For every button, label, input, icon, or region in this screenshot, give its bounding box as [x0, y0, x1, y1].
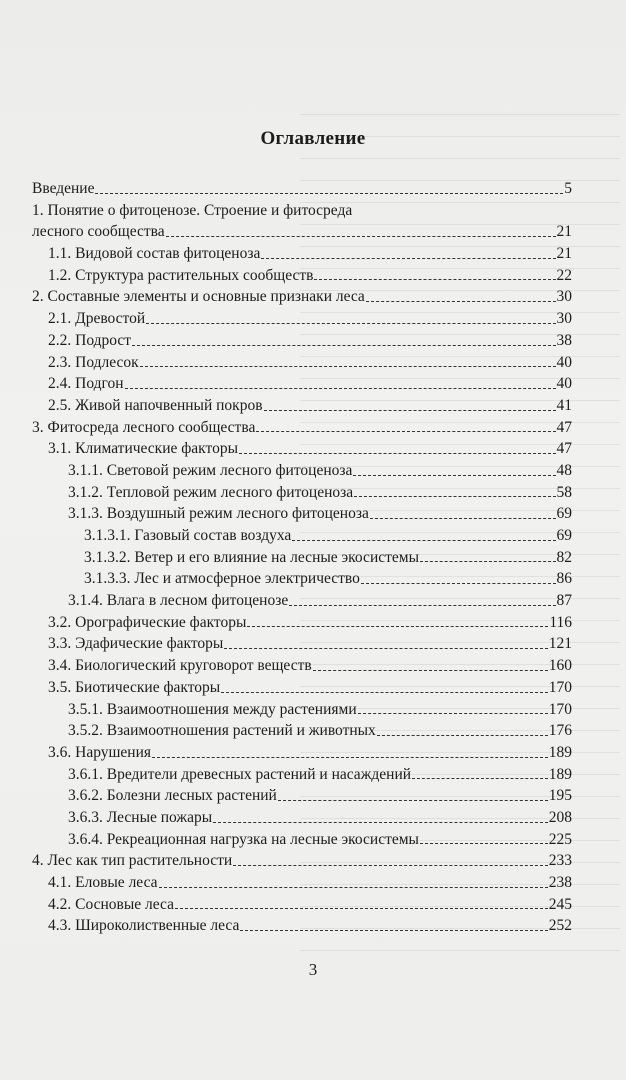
dotted-leader	[420, 561, 556, 562]
dotted-leader	[240, 930, 547, 931]
toc-entry-page: 58	[556, 483, 572, 501]
dotted-leader	[264, 410, 556, 411]
toc-entry-title: 3.1.2. Тепловой режим лесного фитоценоза	[68, 483, 354, 501]
toc-entry-page: 189	[548, 765, 572, 783]
toc-entry	[32, 850, 572, 872]
dotted-leader	[314, 279, 555, 280]
toc-entry-title: 3.1.3.3. Лес и атмосферное электричество	[84, 570, 360, 588]
toc-entry	[32, 590, 572, 612]
dotted-leader	[95, 193, 563, 194]
dotted-leader	[132, 345, 555, 346]
toc-entry-title: 3.1. Климатические факторы	[48, 440, 238, 458]
toc-entry	[32, 764, 572, 786]
toc-entry	[32, 373, 572, 395]
toc-entry-title: 4.1. Еловые леса	[48, 874, 158, 891]
toc-entry-title: 2.3. Подлесок	[48, 353, 139, 371]
toc-entry	[32, 243, 572, 265]
toc-entry-title: 2.1. Древостой	[48, 310, 146, 328]
dotted-leader	[239, 453, 556, 454]
dotted-leader	[159, 887, 548, 888]
toc-entry-title: 3. Фитосреда лесного сообщества	[32, 418, 256, 436]
toc-entry	[32, 699, 572, 721]
page-title: Оглавление	[260, 128, 366, 149]
toc-entry	[32, 633, 572, 655]
toc-entry	[32, 612, 572, 634]
toc-entry-title: 3.4. Биологический круговорот веществ	[48, 657, 312, 675]
dotted-leader	[278, 800, 548, 801]
toc-entry-title: 1. Понятие о фитоценозе. Строение и фитосреда	[32, 201, 353, 219]
dotted-leader	[358, 713, 548, 714]
toc-entry-page: 238	[548, 874, 572, 891]
dotted-leader	[221, 692, 548, 693]
toc-entry-title: 3.5.2. Взаимоотношения растений и животных	[68, 722, 376, 740]
dotted-leader	[289, 605, 555, 606]
toc-entry-page: 30	[556, 310, 572, 328]
toc-entry	[32, 460, 572, 482]
toc-entry-page: 170	[548, 678, 572, 696]
toc-entry-title: 3.2. Орографические факторы	[48, 613, 247, 631]
toc-entry-page: 47	[556, 418, 572, 436]
dotted-leader	[175, 908, 548, 909]
toc-entry-page: 245	[548, 895, 572, 913]
toc-entry-title: 3.6.2. Болезни лесных растений	[68, 787, 277, 805]
toc-entry	[32, 720, 572, 742]
table-of-contents	[32, 178, 572, 937]
dotted-leader	[125, 388, 556, 389]
toc-entry	[32, 221, 572, 243]
toc-entry	[32, 352, 572, 374]
toc-entry-page: 252	[548, 917, 572, 935]
dotted-leader	[247, 626, 548, 627]
toc-entry-page: 47	[556, 440, 572, 458]
toc-entry-title: 3.1.3. Воздушный режим лесного фитоценоза	[68, 505, 369, 523]
toc-entry-title: 3.6.3. Лесные пожары	[68, 808, 213, 826]
toc-entry-title: 4.2. Сосновые леса	[48, 895, 174, 913]
toc-entry	[32, 286, 572, 308]
toc-entry-page: 82	[556, 548, 572, 566]
toc-entry-page: 38	[556, 331, 572, 349]
toc-entry-title: 3.1.3.2. Ветер и его влияние на лесные экосистемы	[84, 548, 419, 566]
toc-entry-page: 69	[556, 527, 572, 544]
dotted-leader	[412, 778, 548, 779]
toc-entry-title: 1.1. Видовой состав фитоценоза	[48, 245, 261, 263]
dotted-leader	[233, 865, 548, 866]
toc-entry-page: 208	[548, 808, 572, 826]
toc-entry-page: 40	[556, 375, 572, 393]
dotted-leader	[366, 301, 556, 302]
toc-entry	[32, 568, 572, 590]
toc-entry-page: 225	[548, 830, 572, 848]
toc-entry-page: 116	[549, 613, 572, 631]
toc-entry-title: 3.6.1. Вредители древесных растений и насаждений	[68, 765, 412, 783]
toc-entry	[32, 872, 572, 894]
toc-entry	[32, 547, 572, 569]
toc-entry-page: 170	[548, 700, 572, 718]
dotted-leader	[353, 475, 555, 476]
toc-entry-page: 21	[556, 245, 572, 263]
toc-entry-title: 3.3. Эдафические факторы	[48, 635, 224, 653]
toc-entry-title: 2. Составные элементы и основные признаки леса	[32, 288, 365, 306]
toc-entry-title: Введение	[32, 180, 95, 197]
toc-entry-title: лесного сообщества	[32, 223, 165, 241]
dotted-leader	[256, 431, 555, 432]
toc-entry-page: 121	[548, 635, 572, 653]
toc-entry-title: 3.1.1. Световой режим лесного фитоценоза	[68, 461, 353, 479]
toc-entry	[32, 742, 572, 764]
toc-entry	[32, 438, 572, 460]
toc-entry-page: 48	[556, 461, 572, 479]
toc-entry-page: 87	[556, 592, 572, 610]
toc-entry-title: 1.2. Структура растительных сообществ	[48, 266, 314, 284]
toc-entry-page: 69	[556, 505, 572, 523]
toc-entry-title: 3.5. Биотические факторы	[48, 678, 221, 696]
dotted-leader	[377, 735, 548, 736]
toc-entry-title: 4. Лес как тип растительности	[32, 852, 233, 870]
dotted-leader	[354, 496, 555, 497]
toc-entry-title: 2.5. Живой напочвенный покров	[48, 396, 263, 414]
toc-entry-page: 233	[548, 852, 572, 870]
toc-entry-page: 21	[556, 223, 572, 241]
dotted-leader	[213, 822, 548, 823]
toc-entry	[32, 503, 572, 525]
toc-entry	[32, 395, 572, 417]
dotted-leader	[261, 258, 555, 259]
toc-entry	[32, 330, 572, 352]
toc-entry	[32, 915, 572, 937]
toc-entry-title: 3.1.3.1. Газовый состав воздуха	[84, 527, 292, 544]
toc-entry	[32, 308, 572, 330]
toc-entry-title: 4.3. Широколиственные леса	[48, 917, 240, 935]
toc-entry	[32, 807, 572, 829]
toc-entry	[32, 178, 572, 200]
toc-entry-page: 195	[548, 787, 572, 805]
dotted-leader	[361, 583, 556, 584]
toc-entry	[32, 200, 572, 222]
dotted-leader	[313, 670, 548, 671]
toc-entry	[32, 655, 572, 677]
dotted-leader	[140, 366, 556, 367]
toc-entry	[32, 829, 572, 851]
toc-entry-page: 176	[548, 722, 572, 740]
toc-entry	[32, 265, 572, 287]
toc-entry-page: 86	[556, 570, 572, 588]
toc-entry	[32, 525, 572, 547]
toc-entry	[32, 894, 572, 916]
page-number: 3	[308, 960, 318, 979]
toc-entry-title: 3.5.1. Взаимоотношения между растениями	[68, 700, 357, 718]
toc-entry-page: 160	[548, 657, 572, 675]
toc-entry	[32, 785, 572, 807]
dotted-leader	[152, 757, 548, 758]
toc-entry-page: 41	[556, 396, 572, 414]
dotted-leader	[370, 518, 556, 519]
dotted-leader	[146, 323, 555, 324]
toc-entry-title: 3.1.4. Влага в лесном фитоценозе	[68, 592, 289, 610]
toc-entry	[32, 482, 572, 504]
toc-entry-page: 5	[564, 180, 572, 197]
dotted-leader	[420, 843, 548, 844]
toc-entry-page: 189	[548, 743, 572, 761]
toc-entry-title: 3.6.4. Рекреационная нагрузка на лесные экосистемы	[68, 830, 419, 848]
toc-entry-page: 22	[556, 266, 572, 284]
toc-entry	[32, 677, 572, 699]
toc-entry-title: 2.2. Подрост	[48, 331, 132, 349]
toc-entry-title: 2.4. Подгон	[48, 375, 124, 393]
toc-entry	[32, 417, 572, 439]
dotted-leader	[224, 648, 547, 649]
dotted-leader	[292, 540, 555, 541]
toc-entry-page: 30	[556, 288, 572, 306]
toc-entry-page: 40	[556, 353, 572, 371]
dotted-leader	[166, 236, 556, 237]
toc-entry-title: 3.6. Нарушения	[48, 743, 152, 761]
